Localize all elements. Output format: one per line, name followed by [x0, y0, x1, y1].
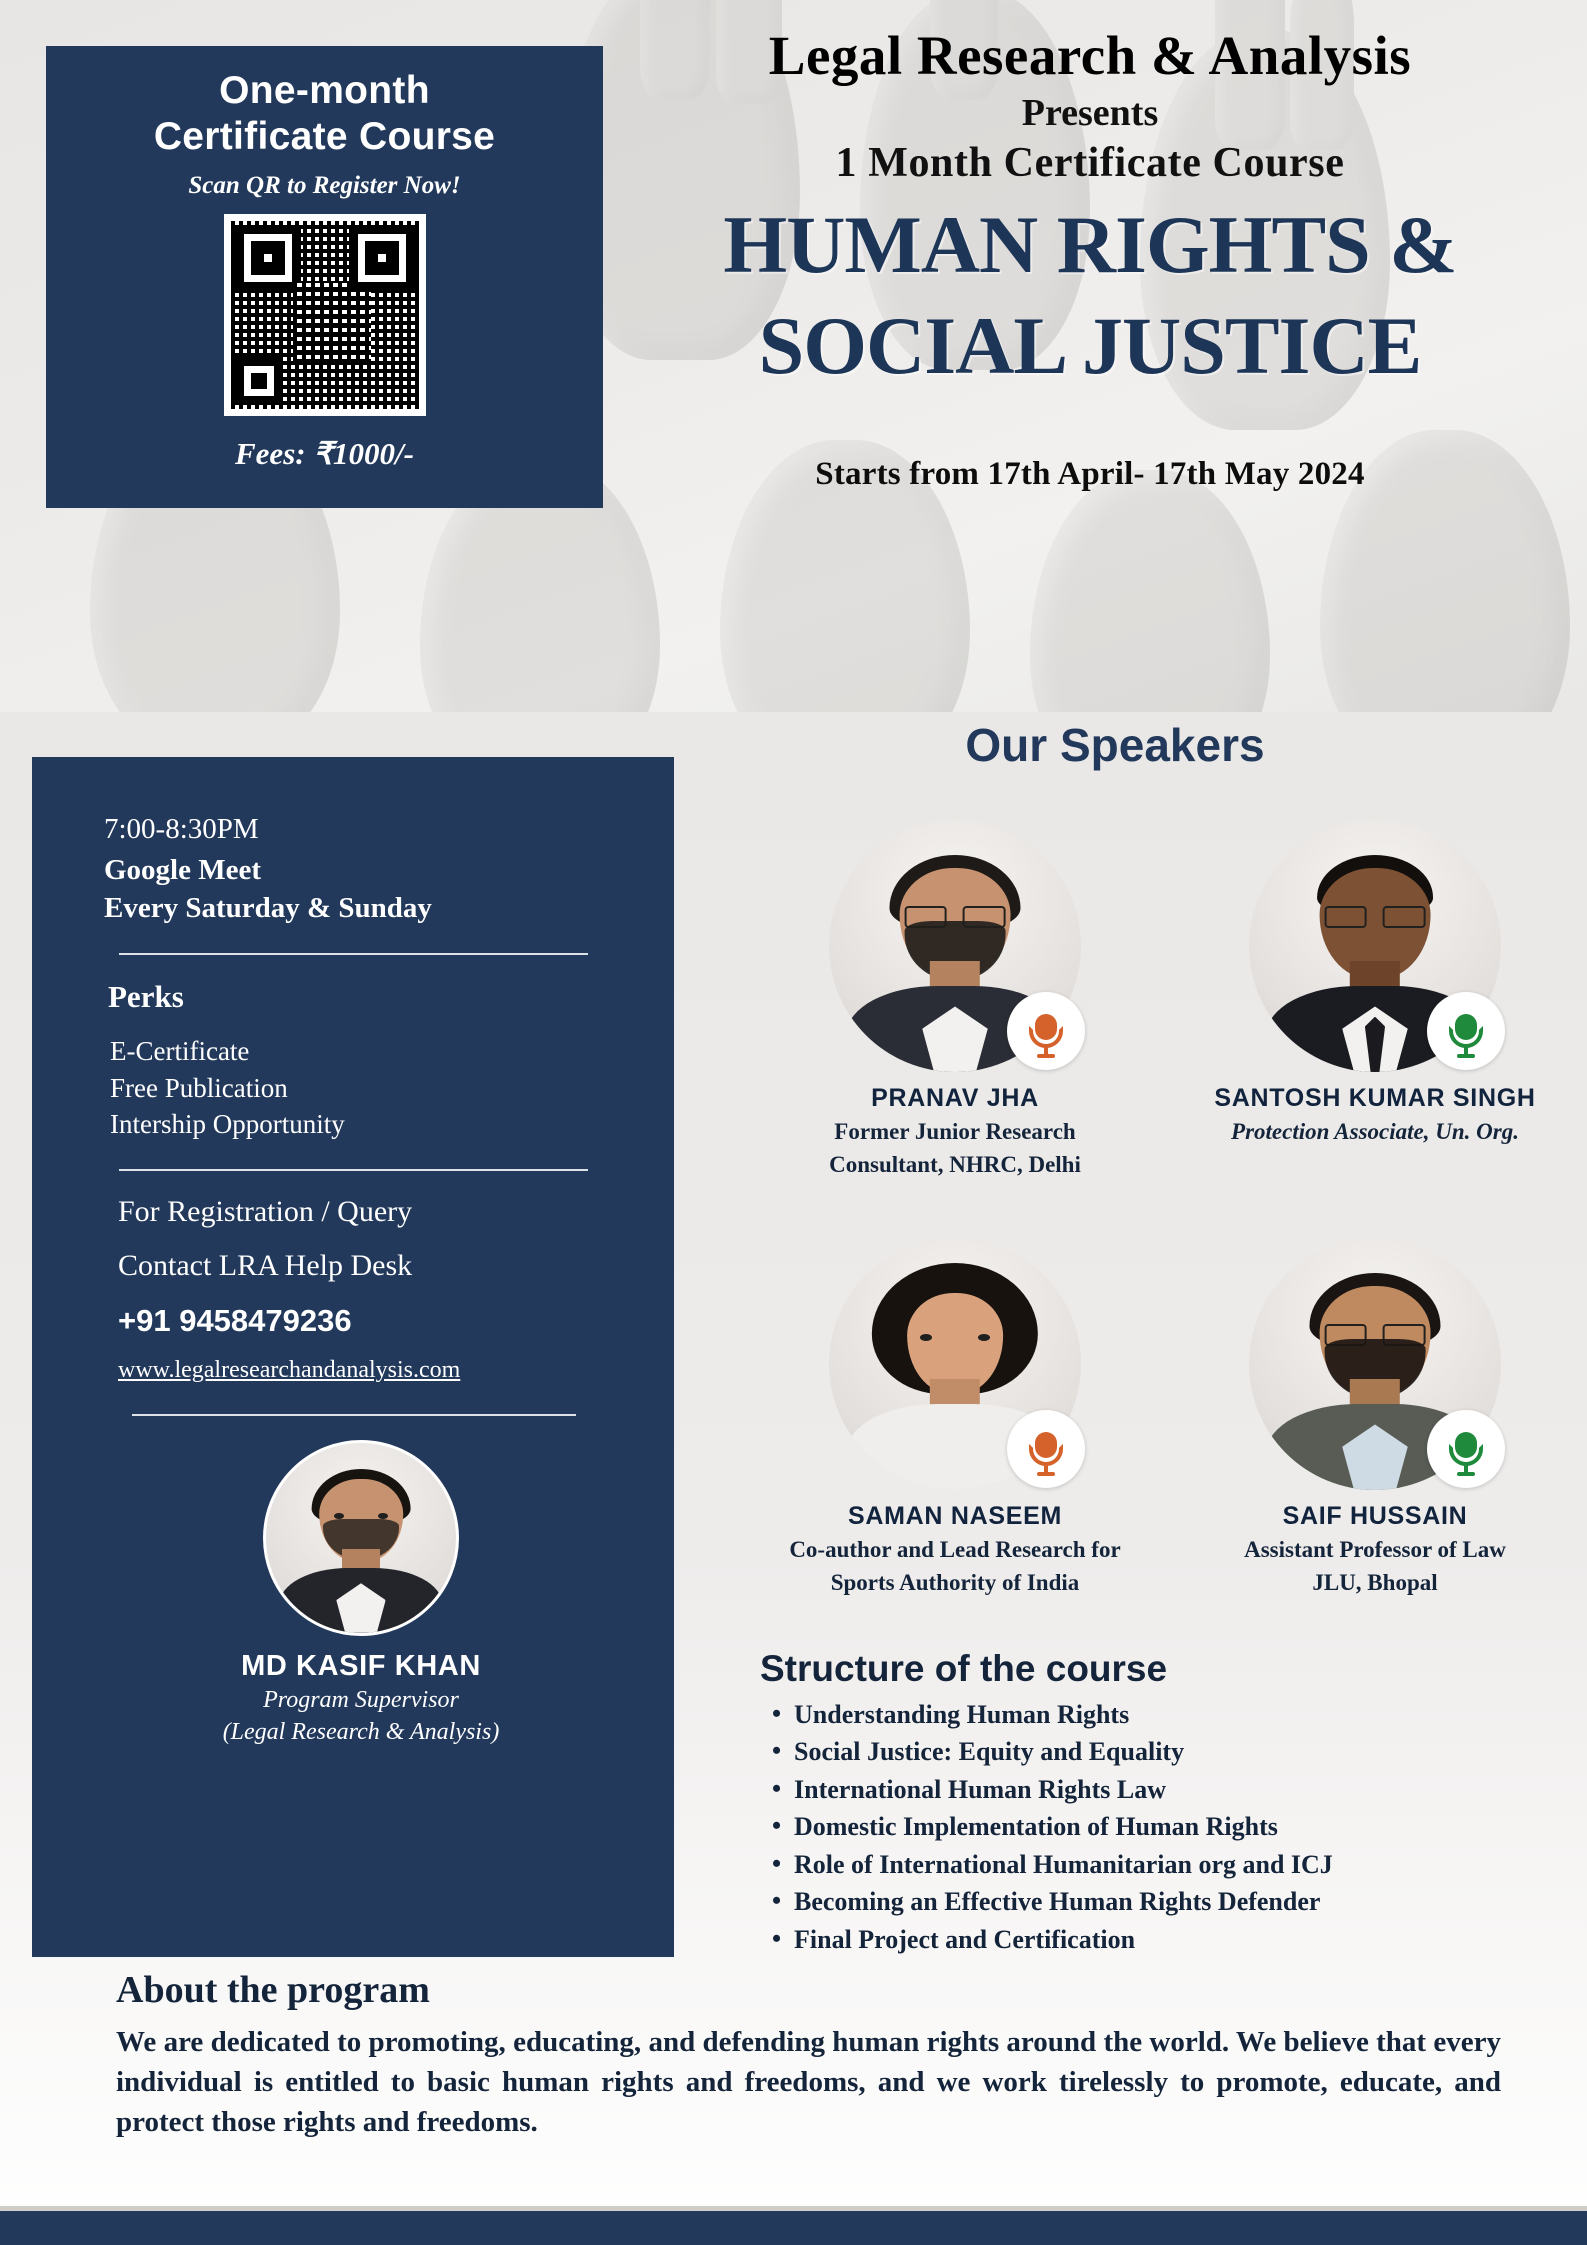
- speaker-role-line-1: Assistant Professor of Law: [1244, 1537, 1506, 1562]
- perk-item: Intership Opportunity: [110, 1109, 345, 1140]
- supervisor-role: Program Supervisor: [263, 1686, 459, 1713]
- perks-heading: Perks: [108, 979, 184, 1015]
- supervisor-name: MD KASIF KHAN: [241, 1649, 481, 1682]
- structure-item: • Role of International Humanitarian org and ICJ: [760, 1846, 1550, 1883]
- speaker-card-saif-hussain: [1180, 1238, 1570, 1596]
- perk-item: E-Certificate: [110, 1036, 250, 1067]
- about-section: [116, 1968, 1516, 2142]
- speaker-role-line-1: Protection Associate, Un. Org.: [1231, 1119, 1519, 1144]
- structure-item: • Becoming an Effective Human Rights Defender: [760, 1883, 1550, 1920]
- course-title-line-1: HUMAN RIGHTS &: [723, 199, 1457, 291]
- structure-item: • Final Project and Certification: [760, 1921, 1550, 1958]
- badge-line-1: One-month: [219, 69, 430, 112]
- speaker-card-santosh-kumar-singh: [1180, 820, 1570, 1146]
- session-days: Every Saturday & Sunday: [104, 891, 432, 924]
- structure-heading: Structure of the course: [760, 1648, 1168, 1689]
- help-desk-label: Contact LRA Help Desk: [118, 1248, 413, 1282]
- microphone-icon: [1007, 1410, 1085, 1488]
- details-panel: [32, 757, 674, 1957]
- registration-badge: [46, 46, 603, 508]
- supervisor-org: (Legal Research & Analysis): [222, 1718, 500, 1745]
- speaker-role-line-1: Co-author and Lead Research for: [789, 1537, 1121, 1562]
- microphone-icon: [1427, 1410, 1505, 1488]
- phone-number[interactable]: +91 9458479236: [118, 1302, 352, 1338]
- organization-name: Legal Research & Analysis: [768, 25, 1412, 86]
- course-dates: Starts from 17th April- 17th May 2024: [815, 456, 1365, 493]
- microphone-icon: [1427, 992, 1505, 1070]
- speakers-heading: Our Speakers: [965, 719, 1265, 771]
- course-fees: Fees: ₹1000/-: [235, 436, 414, 472]
- speaker-role-line-1: Former Junior Research: [834, 1119, 1076, 1144]
- speaker-name: SANTOSH KUMAR SINGH: [1214, 1084, 1536, 1112]
- session-time: 7:00-8:30PM: [104, 813, 259, 845]
- divider-1: [119, 953, 588, 955]
- footer-bar: [0, 2211, 1587, 2245]
- about-text: We are dedicated to promoting, educating, and defending human rights around the world. We believe that every individual is entitled to basic human rights and freedoms, and we work tirelessly to promote, educate, and protect those rights and freedoms.: [116, 2026, 1501, 2139]
- course-duration-label: 1 Month Certificate Course: [835, 140, 1345, 187]
- speaker-card-saman-naseem: [760, 1238, 1150, 1596]
- speaker-role-line-2: JLU, Bhopal: [1312, 1569, 1438, 1595]
- speaker-name: PRANAV JHA: [871, 1084, 1039, 1112]
- qr-code-icon[interactable]: [231, 221, 419, 409]
- scan-instruction: Scan QR to Register Now!: [188, 172, 461, 200]
- badge-line-2: Certificate Course: [153, 115, 496, 159]
- registration-label: For Registration / Query: [118, 1194, 413, 1228]
- header-title-block: [610, 26, 1570, 493]
- perk-item: Free Publication: [110, 1072, 288, 1103]
- about-heading: About the program: [116, 1969, 430, 2011]
- website-link[interactable]: www.legalresearchandanalysis.com: [118, 1356, 461, 1383]
- structure-item: • International Human Rights Law: [760, 1771, 1550, 1808]
- program-supervisor-card: [104, 1440, 618, 1747]
- course-structure-section: [760, 1648, 1550, 1958]
- divider-2: [119, 1169, 588, 1171]
- speaker-card-pranav-jha: [760, 820, 1150, 1178]
- presents-label: Presents: [1021, 92, 1159, 135]
- divider-3: [132, 1414, 576, 1416]
- session-platform: Google Meet: [104, 854, 262, 886]
- structure-list: [760, 1696, 1550, 1958]
- qr-code-container[interactable]: [224, 214, 426, 416]
- speaker-name: SAIF HUSSAIN: [1282, 1502, 1468, 1530]
- structure-item: • Domestic Implementation of Human Rights: [760, 1808, 1550, 1845]
- poster-header: [0, 0, 1587, 712]
- speaker-role-line-2: Sports Authority of India: [830, 1569, 1080, 1595]
- structure-item: • Understanding Human Rights: [760, 1696, 1550, 1733]
- course-title-line-2: SOCIAL JUSTICE: [758, 299, 1422, 391]
- structure-item: • Social Justice: Equity and Equality: [760, 1733, 1550, 1770]
- speaker-name: SAMAN NASEEM: [848, 1502, 1062, 1530]
- microphone-icon: [1007, 992, 1085, 1070]
- supervisor-avatar: [263, 1440, 459, 1636]
- speaker-role-line-2: Consultant, NHRC, Delhi: [829, 1151, 1081, 1177]
